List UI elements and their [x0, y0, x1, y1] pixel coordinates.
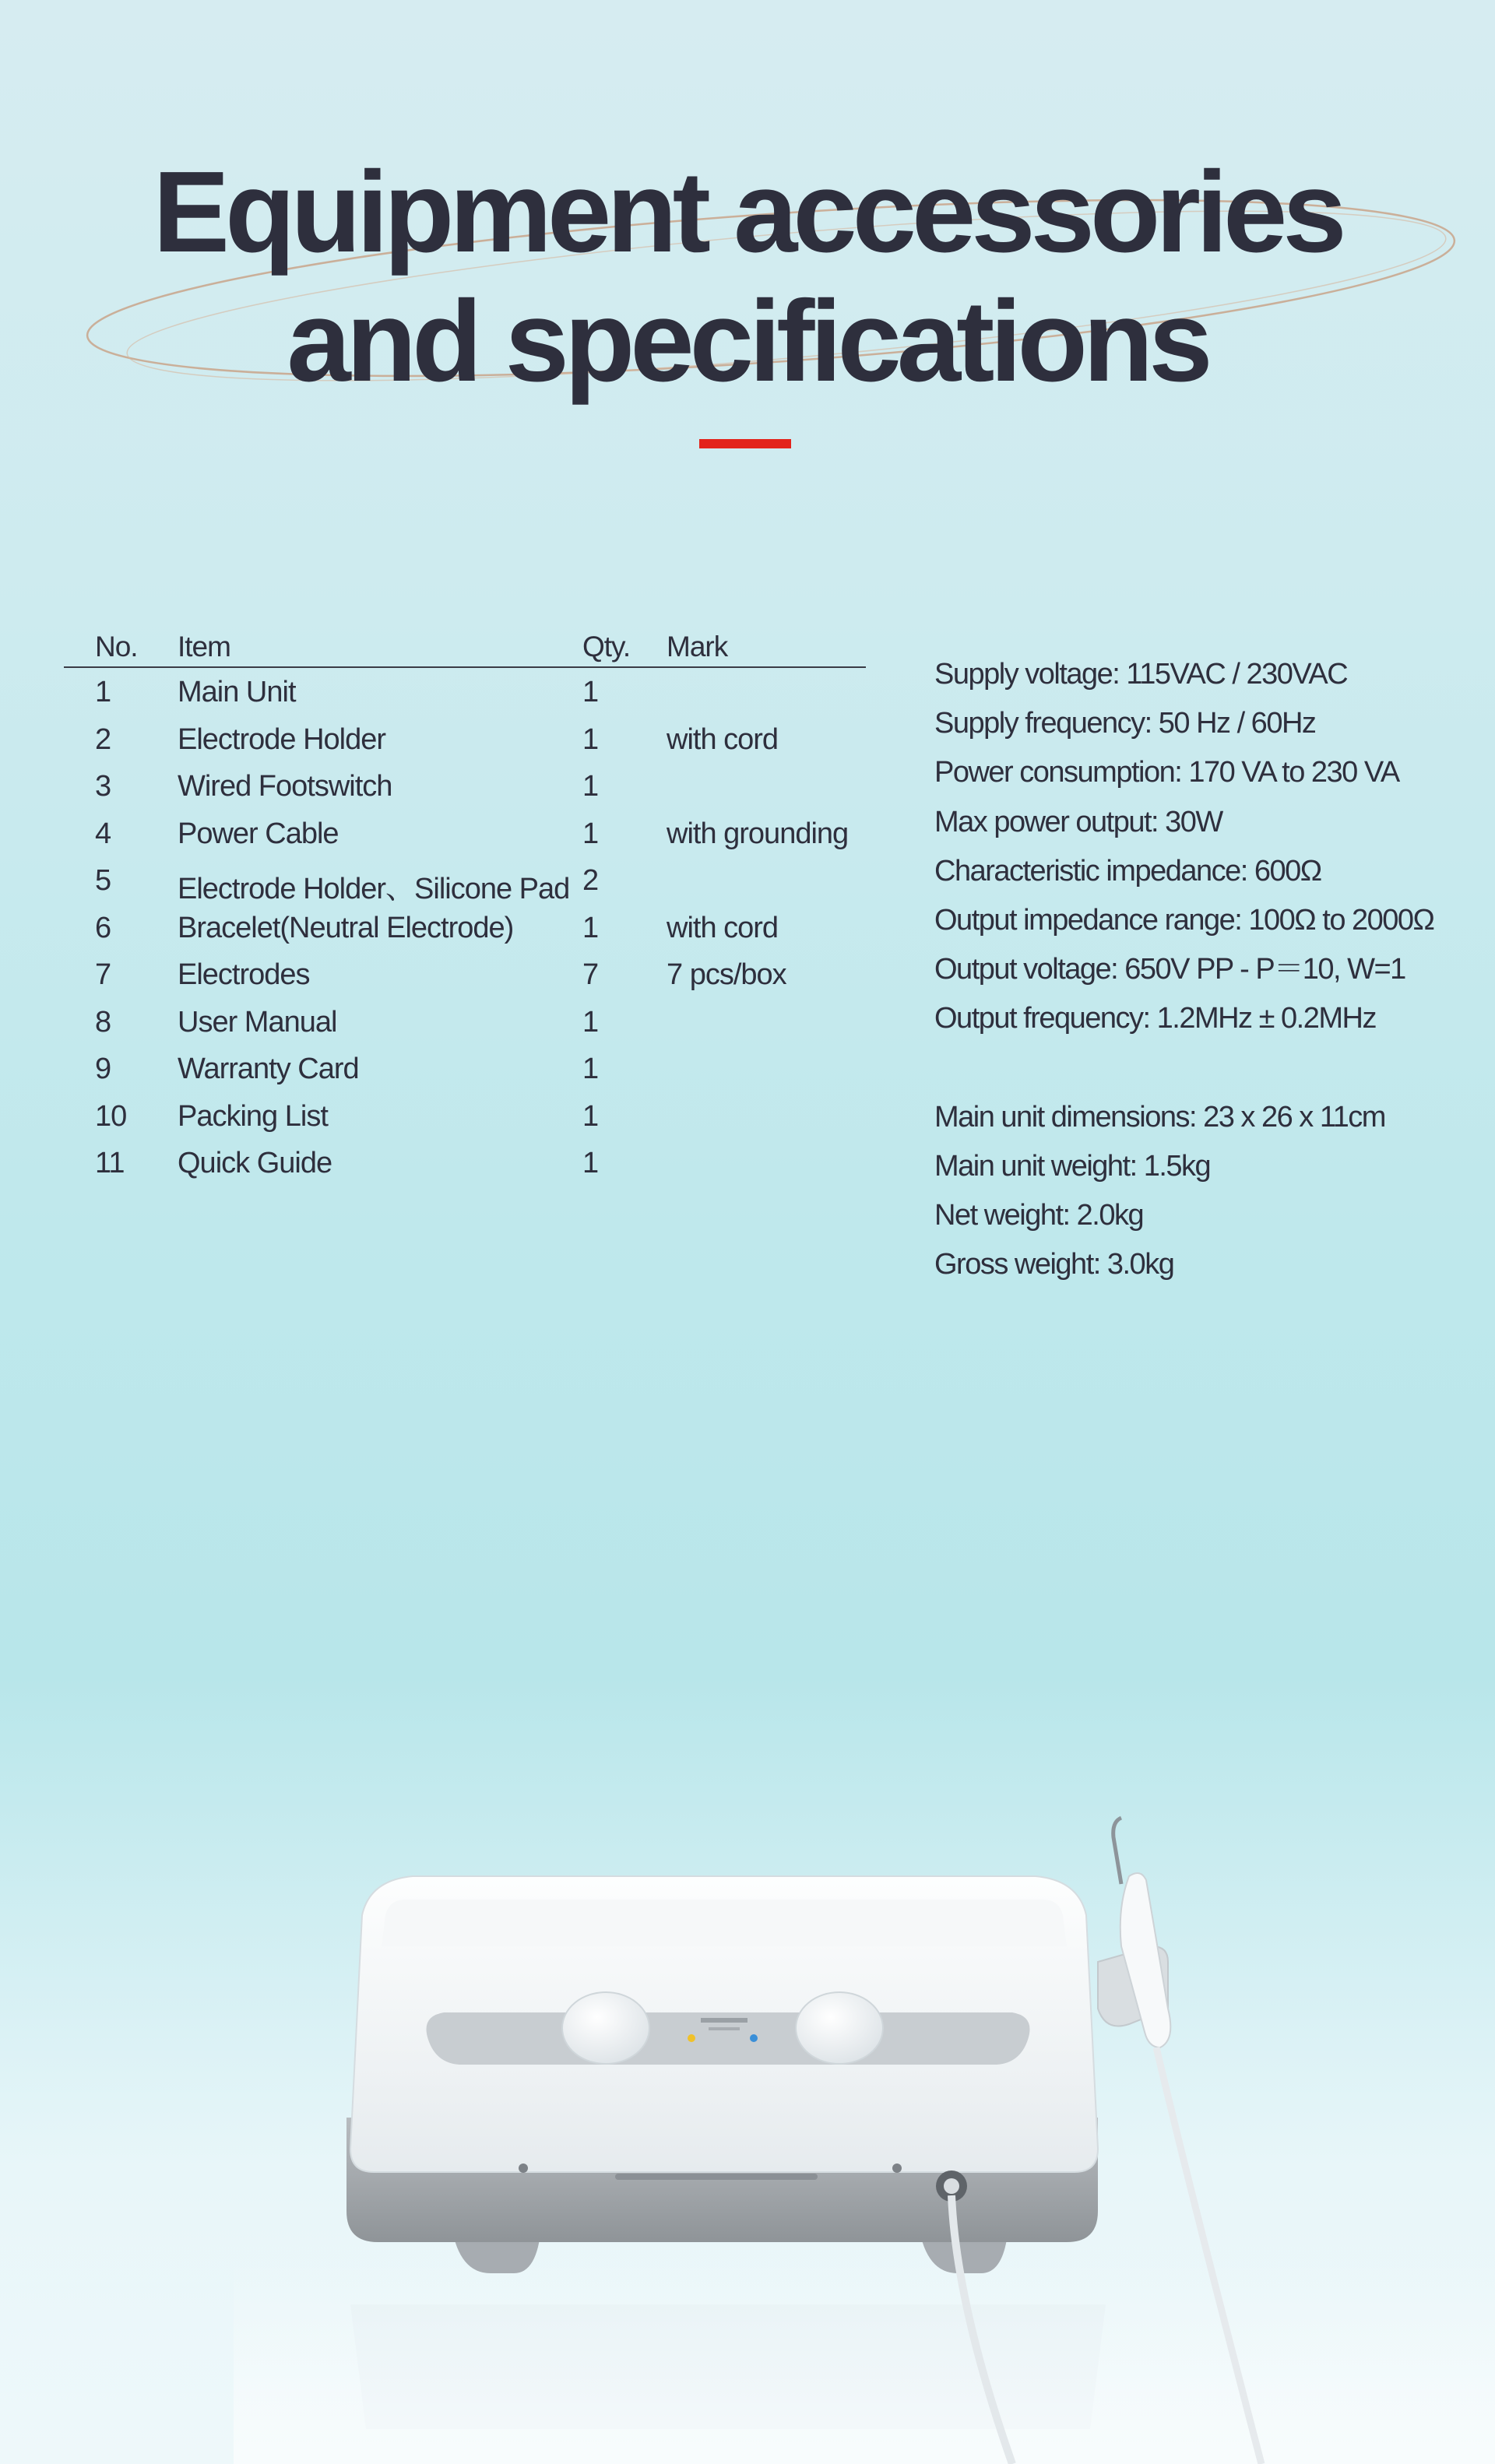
- row-no: 9: [95, 1053, 111, 1085]
- header-qty: Qty.: [582, 631, 631, 663]
- row-qty: 2: [582, 864, 599, 897]
- table-row: [64, 1001, 866, 1049]
- spec-gross-weight: Gross weight: 3.0kg: [934, 1248, 1174, 1281]
- row-item: Warranty Card: [178, 1053, 359, 1085]
- accessories-table: [64, 627, 866, 1190]
- title-line-2: and specifications: [287, 277, 1208, 406]
- spec-characteristic-impedance: Characteristic impedance: 600Ω: [934, 854, 1321, 888]
- row-no: 5: [95, 864, 111, 897]
- row-item: Wired Footswitch: [178, 770, 392, 803]
- row-no: 10: [95, 1099, 127, 1133]
- spec-max-power-output: Max power output: 30W: [934, 805, 1222, 838]
- spec-output-frequency: Output frequency: 1.2MHz ± 0.2MHz: [934, 1002, 1376, 1035]
- table-row: [64, 954, 866, 1001]
- header-no: No.: [95, 631, 138, 663]
- electrosurgical-unit-image: [234, 1713, 1495, 2464]
- spec-output-voltage: Output voltage: 650V PP - P＝10, W=1: [934, 953, 1405, 986]
- row-qty: 1: [582, 1005, 599, 1039]
- row-mark: with cord: [667, 911, 779, 944]
- row-item: Electrode Holder、Silicone Pad: [178, 873, 570, 905]
- row-qty: 1: [582, 770, 599, 803]
- spec-supply-frequency: Supply frequency: 50 Hz / 60Hz: [934, 707, 1316, 740]
- row-item: Packing List: [178, 1099, 328, 1133]
- table-row: [64, 765, 866, 813]
- spec-output-impedance-range: Output impedance range: 100Ω to 2000Ω: [934, 903, 1434, 937]
- row-no: 7: [95, 958, 111, 991]
- table-row: [64, 719, 866, 766]
- row-no: 2: [95, 722, 111, 756]
- row-no: 11: [95, 1147, 125, 1179]
- row-item: Power Cable: [178, 817, 339, 850]
- row-mark: with cord: [667, 722, 779, 756]
- row-qty: 1: [582, 911, 599, 944]
- table-row: [64, 813, 866, 860]
- row-qty: 7: [582, 958, 599, 991]
- row-item: Quick Guide: [178, 1147, 332, 1179]
- row-no: 4: [95, 817, 111, 850]
- table-row: [64, 907, 866, 954]
- table-row: [64, 1142, 866, 1190]
- table-row: [64, 1095, 866, 1143]
- row-qty: 1: [582, 817, 599, 850]
- row-qty: 1: [582, 676, 599, 708]
- spec-main-unit-dimensions: Main unit dimensions: 23 x 26 x 11cm: [934, 1100, 1385, 1134]
- spec-main-unit-weight: Main unit weight: 1.5kg: [934, 1149, 1211, 1183]
- row-item: User Manual: [178, 1005, 337, 1039]
- spec-supply-voltage: Supply voltage: 115VAC / 230VAC: [934, 658, 1348, 691]
- row-item: Main Unit: [178, 676, 296, 708]
- row-qty: 1: [582, 1053, 599, 1085]
- row-item: Electrode Holder: [178, 722, 386, 756]
- specifications-list: [934, 654, 1495, 1293]
- row-mark: with grounding: [667, 817, 849, 850]
- row-qty: 1: [582, 722, 599, 756]
- row-mark: 7 pcs/box: [667, 958, 786, 991]
- row-no: 8: [95, 1005, 111, 1039]
- table-row: [64, 859, 866, 907]
- row-no: 6: [95, 911, 111, 944]
- table-row: [64, 671, 866, 719]
- page-title: [0, 148, 1495, 406]
- table-row: [64, 1048, 866, 1095]
- row-no: 1: [95, 676, 111, 708]
- row-no: 3: [95, 770, 111, 803]
- row-item: Bracelet(Neutral Electrode): [178, 911, 514, 944]
- table-header: [64, 627, 866, 668]
- row-qty: 1: [582, 1147, 599, 1179]
- row-item: Electrodes: [178, 958, 310, 991]
- row-qty: 1: [582, 1099, 599, 1133]
- header-mark: Mark: [667, 631, 728, 663]
- title-line-1: Equipment accessories: [153, 148, 1342, 276]
- title-underline-accent: [699, 439, 791, 448]
- header-item: Item: [178, 631, 230, 663]
- spec-power-consumption: Power consumption: 170 VA to 230 VA: [934, 756, 1399, 789]
- spec-net-weight: Net weight: 2.0kg: [934, 1198, 1144, 1232]
